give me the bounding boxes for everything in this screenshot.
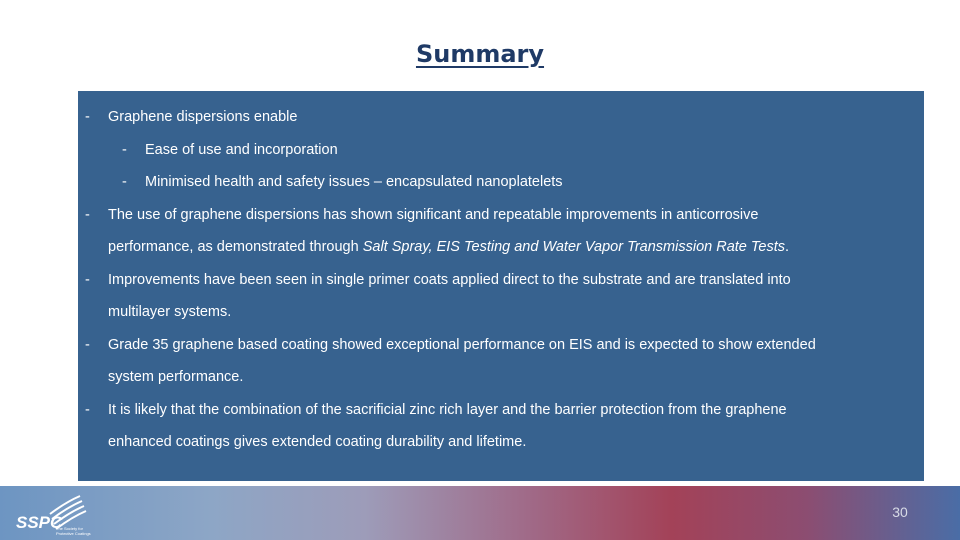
summary-panel xyxy=(78,91,924,481)
bullet-text: Ease of use and incorporation xyxy=(145,141,338,158)
bullet-text: It is likely that the combination of the sacrificial zinc rich layer and the barrier protection from the graphene xyxy=(108,401,787,418)
bullet-text: The use of graphene dispersions has shown significant and repeatable improvements in anticorrosive xyxy=(108,206,759,223)
logo-subtitle-1: The Society for xyxy=(56,526,83,531)
bullet-dash: - xyxy=(85,206,90,223)
bullet-1 xyxy=(78,101,924,134)
bullet-text: enhanced coatings gives extended coating durability and lifetime. xyxy=(108,434,527,450)
bullet-2 xyxy=(78,199,924,232)
logo-text: SSPC xyxy=(16,513,63,532)
bullet-4-continued xyxy=(78,361,924,394)
bullet-4 xyxy=(78,329,924,362)
logo-subtitle-2: Protective Coatings xyxy=(56,531,91,536)
bullet-text: multilayer systems. xyxy=(108,304,232,320)
bullet-text: Improvements have been seen in single primer coats applied direct to the substrate and are translated into xyxy=(108,271,791,288)
sspc-logo xyxy=(14,492,94,536)
bullet-5 xyxy=(78,394,924,427)
bullet-dash: - xyxy=(122,141,127,158)
bullet-text: Graphene dispersions enable xyxy=(108,109,298,125)
sub-bullet-1 xyxy=(78,134,924,167)
slide-title: Summary xyxy=(415,40,545,68)
bullet-text-italic: Salt Spray, EIS Testing and Water Vapor Transmission Rate Tests xyxy=(362,239,786,255)
bullet-5-continued xyxy=(78,426,924,459)
bullet-dash: - xyxy=(85,336,90,353)
bullet-text: . xyxy=(785,239,790,255)
bullet-text: Grade 35 graphene based coating showed exceptional performance on EIS and is expected to show extended xyxy=(108,336,816,353)
bullet-text: performance, as demonstrated through xyxy=(108,239,363,255)
bullet-2-continued xyxy=(78,231,924,264)
bullet-dash: - xyxy=(85,109,90,125)
bullet-dash: - xyxy=(85,271,90,288)
bullet-text: system performance. xyxy=(108,369,244,385)
bullet-text: Minimised health and safety issues – encapsulated nanoplatelets xyxy=(145,174,563,190)
footer-band xyxy=(0,486,960,540)
bullet-dash: - xyxy=(85,401,90,418)
page-number: 30 xyxy=(892,504,908,520)
sub-bullet-2 xyxy=(78,166,924,199)
bullet-3-continued xyxy=(78,296,924,329)
bullet-dash: - xyxy=(122,174,127,190)
bullet-3 xyxy=(78,264,924,297)
